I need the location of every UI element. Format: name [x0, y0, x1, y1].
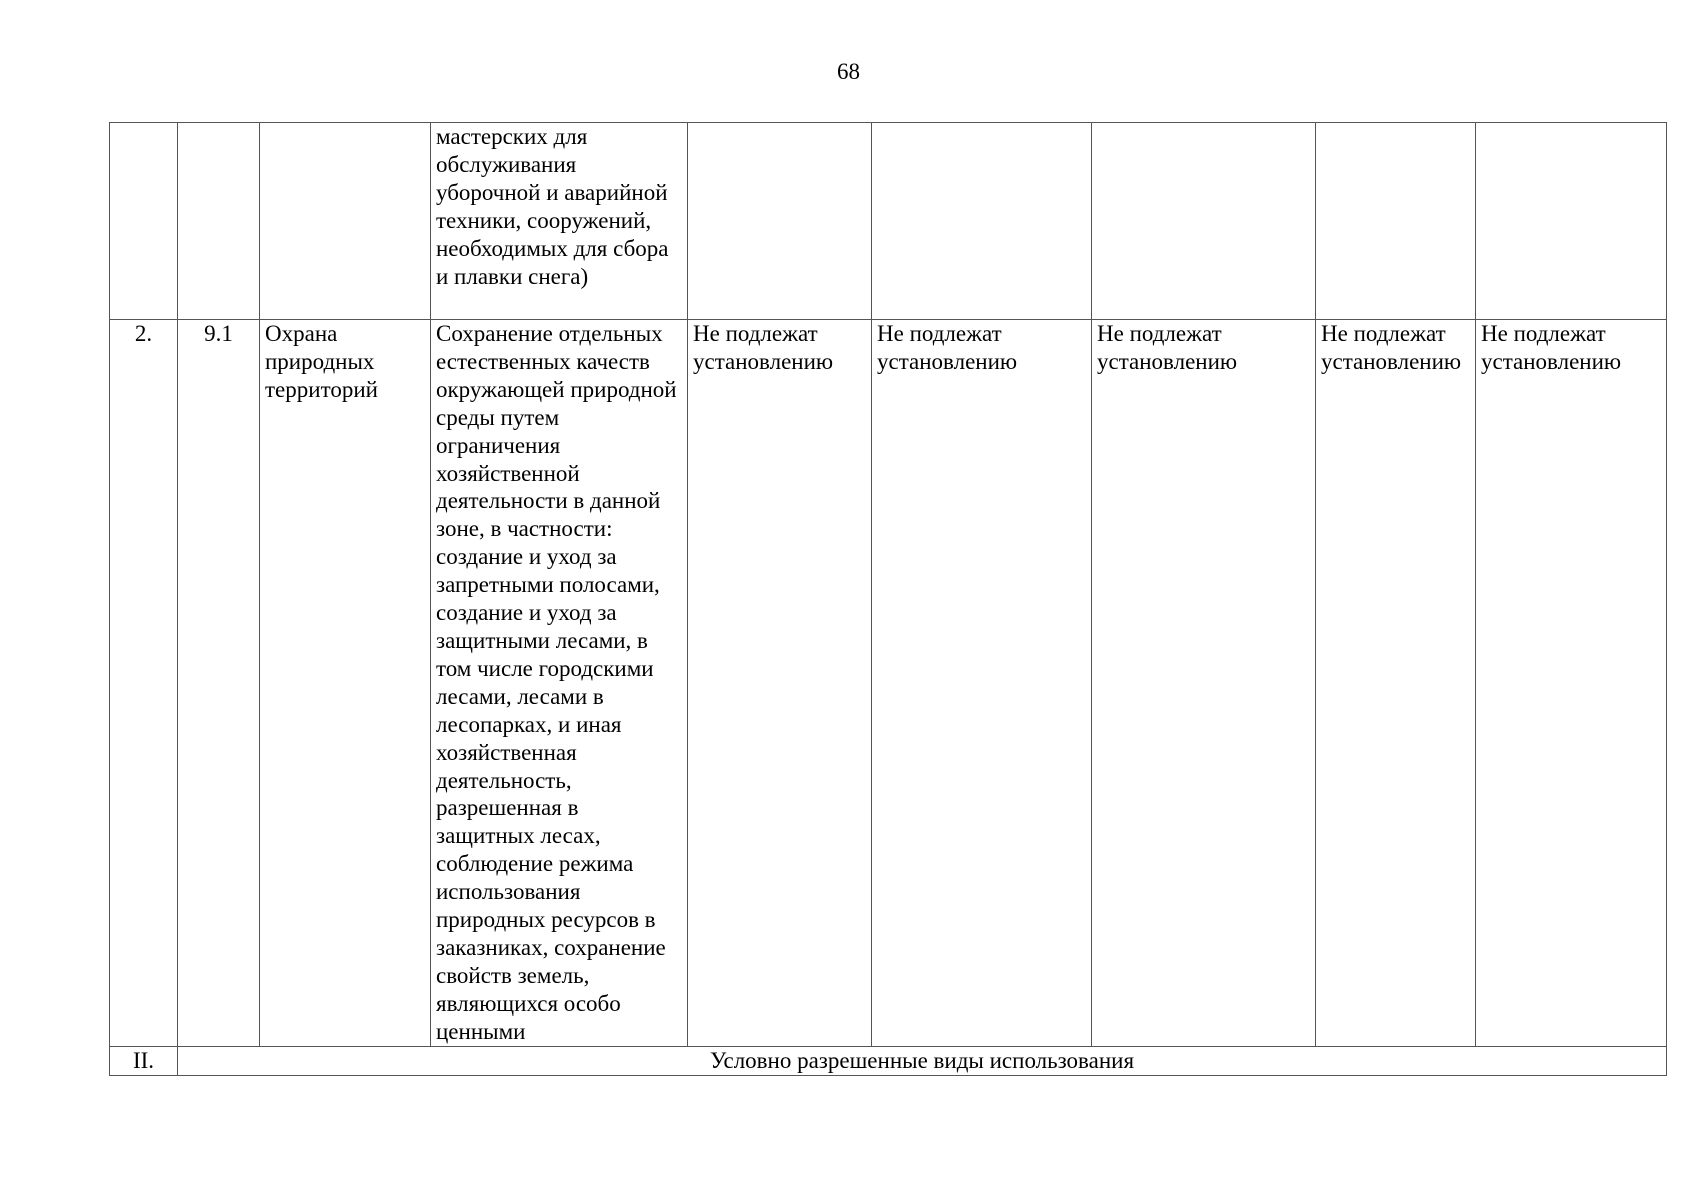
page-number: 68: [837, 59, 860, 84]
cell-code: [178, 123, 260, 320]
section-row: [110, 1046, 1667, 1075]
table-row: [110, 320, 1667, 1047]
section-title: Условно разрешенные виды использования: [178, 1046, 1667, 1075]
cell-param-1: [688, 123, 872, 320]
cell-param-5: [1476, 123, 1667, 320]
cell-name: Охрана природных территорий: [260, 320, 431, 1047]
cell-param-5: Не подлежат установлению: [1476, 320, 1667, 1047]
cell-param-3: Не подлежат установлению: [1092, 320, 1316, 1047]
cell-param-4: [1316, 123, 1476, 320]
cell-param-2: [872, 123, 1092, 320]
cell-code: 9.1: [178, 320, 260, 1047]
cell-number: [110, 123, 178, 320]
cell-description: Сохранение отдельных естественных качеств окружающей природной среды путем ограничения хозяйственной деятельности в данной зоне, в частности: создание и уход за запретными полосами, создание и уход за защитными лесами, в том числе городскими лесами, лесами в лесопарках, и иная хозяйственная деятельность, разрешенная в защитных лесах, соблюдение режима использования природных ресурсов в заказниках, сохранение свойств земель, являющихся особо ценными: [431, 320, 688, 1047]
cell-description: мастерских для обслуживания уборочной и аварийной техники, сооружений, необходимых для сбора и плавки снега): [431, 123, 688, 320]
cell-param-4: Не подлежат установлению: [1316, 320, 1476, 1047]
section-number: II.: [110, 1046, 178, 1075]
land-use-table: [109, 122, 1667, 1076]
cell-param-3: [1092, 123, 1316, 320]
cell-name: [260, 123, 431, 320]
table-row-continuation: [110, 123, 1667, 320]
cell-param-1: Не подлежат установлению: [688, 320, 872, 1047]
cell-number: 2.: [110, 320, 178, 1047]
cell-param-2: Не подлежат установлению: [872, 320, 1092, 1047]
